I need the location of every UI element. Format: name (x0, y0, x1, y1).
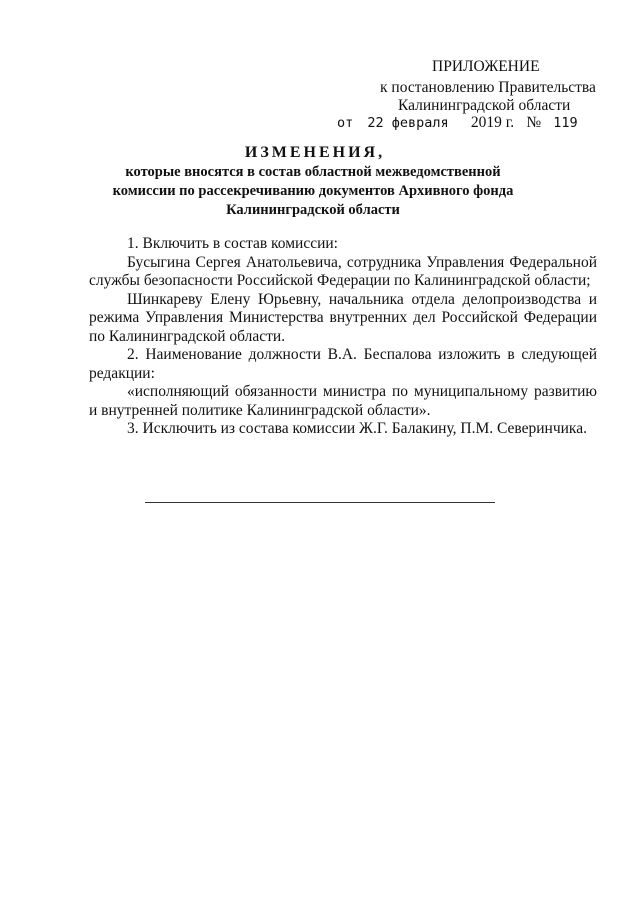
paragraph-exclude: 3. Исключить из состава комиссии Ж.Г. Балакину, П.М. Северинчика. (127, 420, 587, 437)
date-prefix: от (337, 115, 354, 131)
end-divider-line (145, 502, 495, 503)
date-year: 2019 г. (470, 114, 515, 131)
appendix-date-line (337, 113, 578, 133)
paragraph-new-position-title: «исполняющий обязанности министра по муниципальному развитию и внутренней политике Калининградской области». (89, 383, 597, 419)
appendix-line-1: к постановлению Правительства (380, 79, 596, 96)
title-subtitle-line-3: Калининградской области (226, 202, 400, 218)
appendix-line-2: Калининградской области (398, 97, 571, 114)
number-value: 119 (553, 115, 578, 131)
document-body (89, 235, 597, 439)
paragraph-rename-position: 2. Наименование должности В.А. Беспалова изложить в следующей редакции: (89, 346, 597, 382)
title-subtitle-line-2: комиссии по рассекречиванию документов Архивного фонда (112, 183, 514, 199)
document-title (0, 143, 640, 220)
paragraph-shinkareva: Шинкареву Елену Юрьевну, начальника отдела делопроизводства и режима Управления Министерства внутренних дел Российской Федерации по Калининградской области. (89, 290, 597, 345)
paragraph-include-heading: 1. Включить в состав комиссии: (127, 235, 338, 252)
number-sign: № (526, 114, 542, 131)
appendix-label: ПРИЛОЖЕНИЕ (432, 58, 540, 75)
title-subtitle-line-1: которые вносятся в состав областной межведомственной (125, 164, 501, 180)
paragraph-busygin: Бусыгина Сергея Анатольевича, сотрудника Управления Федеральной службы безопасности Российской Федерации по Калининградской области; (89, 253, 597, 289)
date-value: 22 февраля (367, 115, 449, 131)
title-heading: ИЗМЕНЕНИЯ, (244, 144, 386, 161)
